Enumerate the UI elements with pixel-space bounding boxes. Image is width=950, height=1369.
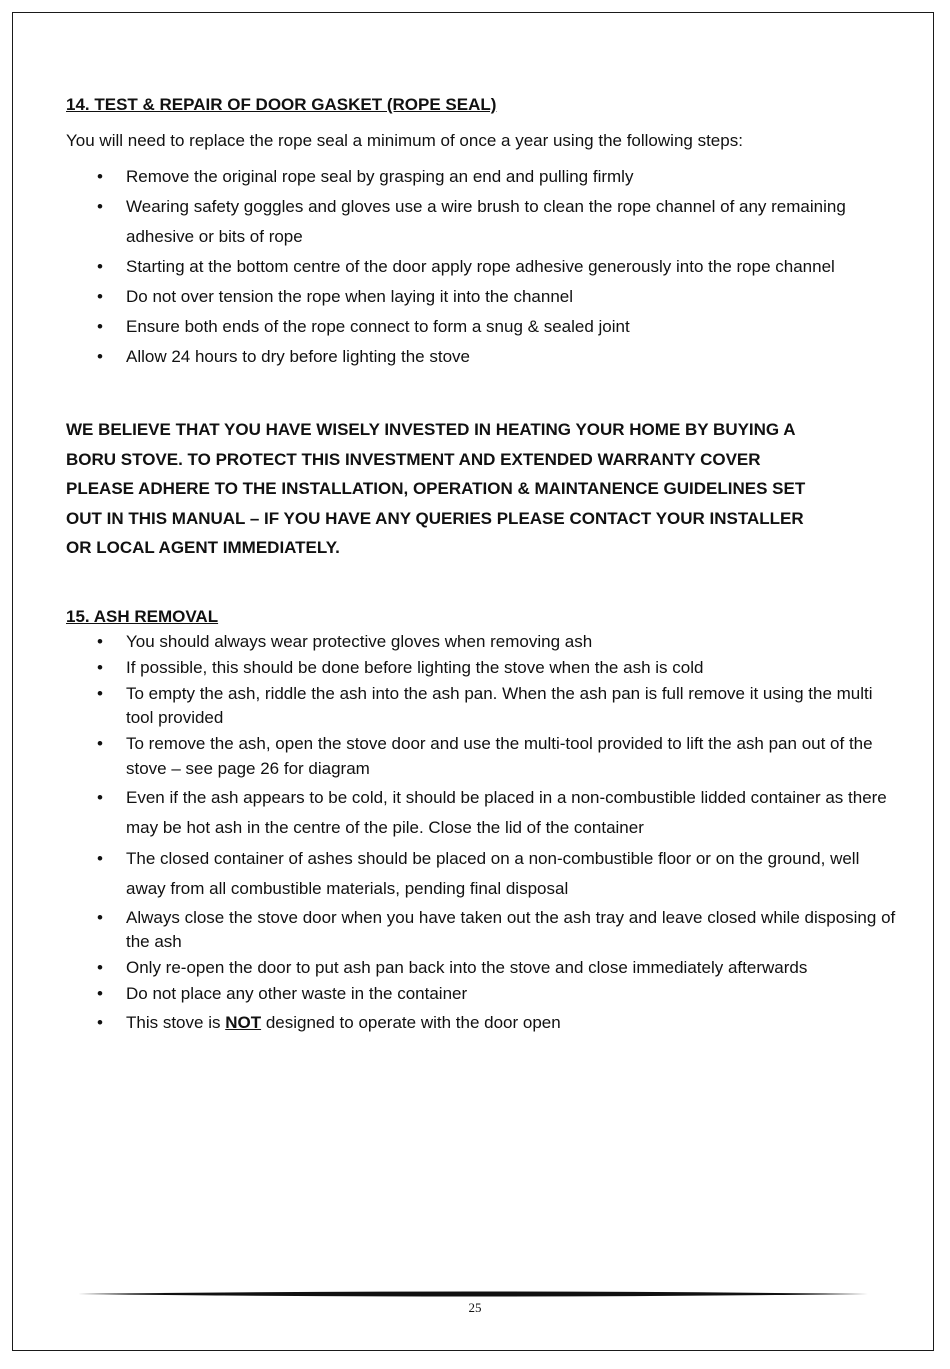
section-heading: 14. TEST & REPAIR OF DOOR GASKET (ROPE SEAL): [66, 95, 497, 114]
bullet-icon: •: [97, 734, 103, 753]
list-item-text: Even if the ash appears to be cold, it should be placed in a non-combustible lidded container as there may be hot ash in the centre of the pile. Close the lid of the container: [126, 787, 887, 837]
list-item: [66, 682, 896, 731]
list-item: [66, 252, 896, 282]
list-item-text: Do not over tension the rope when laying it into the channel: [126, 287, 574, 306]
bullet-icon: •: [97, 197, 103, 216]
bullet-icon: •: [97, 683, 103, 703]
list-item: [66, 342, 896, 372]
list-item-text: Wearing safety goggles and gloves use a wire brush to clean the rope channel of any remaining adhesive or bits of rope: [126, 197, 846, 246]
list-item: [66, 192, 896, 252]
list-item: [66, 732, 896, 781]
list-item-text-before: This stove is: [126, 1013, 226, 1032]
list-item: [66, 162, 896, 192]
bullet-icon: •: [97, 167, 103, 186]
list-item-text: Do not place any other waste in the container: [126, 984, 468, 1003]
list-item: [66, 1008, 896, 1038]
list-item-text: To remove the ash, open the stove door and use the multi-tool provided to lift the ash pan out of the stove – see page 26 for diagram: [126, 734, 873, 778]
section-intro: You will need to replace the rope seal a minimum of once a year using the following steps:: [66, 131, 743, 150]
list-item: [66, 630, 896, 655]
list-item-text: Remove the original rope seal by grasping an end and pulling firmly: [126, 167, 634, 186]
section-ash-removal: [66, 604, 896, 1039]
bullet-icon: •: [97, 787, 103, 807]
list-item-text: You should always wear protective gloves when removing ash: [126, 631, 593, 651]
footer-divider: [78, 1290, 868, 1298]
list-item-text: Only re-open the door to put ash pan back into the stove and close immediately afterwards: [126, 958, 808, 977]
page-number: 25: [468, 1300, 482, 1315]
list-item-text: Starting at the bottom centre of the door apply rope adhesive generously into the rope channel: [126, 257, 835, 276]
list-item-text: Always close the stove door when you have taken out the ash tray and leave closed while disposing of the ash: [126, 907, 896, 951]
list-item-text: Ensure both ends of the rope connect to form a snug & sealed joint: [126, 317, 630, 336]
document-body: [66, 90, 896, 1040]
list-item: [66, 844, 896, 904]
bullet-icon: •: [97, 657, 103, 677]
bullet-icon: •: [97, 317, 103, 336]
bullet-icon: •: [97, 631, 103, 651]
bullet-icon: •: [97, 287, 103, 306]
list-item: [66, 783, 896, 843]
bullet-icon: •: [97, 958, 103, 977]
list-item: [66, 982, 896, 1007]
list-item: [66, 282, 896, 312]
list-item: [66, 956, 896, 981]
list-item: [66, 312, 896, 342]
list-item-text: The closed container of ashes should be placed on a non-combustible floor or on the ground, well away from all combustible materials, pending final disposal: [126, 849, 860, 898]
list-item-text: To empty the ash, riddle the ash into the ash pan. When the ash pan is full remove it using the multi tool provided: [126, 683, 873, 727]
emphasis-not: NOT: [225, 1013, 262, 1032]
section-heading: 15. ASH REMOVAL: [66, 606, 219, 626]
ash-removal-steps: [66, 630, 896, 1039]
list-item: [66, 906, 896, 955]
bullet-icon: •: [97, 984, 103, 1003]
bullet-icon: •: [97, 1013, 103, 1032]
bullet-icon: •: [97, 257, 103, 276]
bullet-icon: •: [97, 347, 103, 366]
section-rope-seal: [66, 90, 896, 372]
bullet-icon: •: [97, 849, 103, 868]
list-item: [66, 656, 896, 681]
bullet-icon: •: [97, 907, 103, 927]
list-item-text-after: designed to operate with the door open: [261, 1013, 561, 1032]
warranty-notice: WE BELIEVE THAT YOU HAVE WISELY INVESTED IN HEATING YOUR HOME BY BUYING A BORU STOVE. TO PROTECT THIS INVESTMENT AND EXTENDED WARRANTY COVER PLEASE ADHERE TO THE INSTALLATION, OPERATION & MAINTANENCE GUIDELINES SET OUT IN THIS MANUAL – IF YOU HAVE ANY QUERIES PLEASE CONTACT YOUR INSTALLER OR LOCAL AGENT IMMEDIATELY.: [66, 420, 806, 557]
list-item-text: If possible, this should be done before lighting the stove when the ash is cold: [126, 657, 704, 677]
list-item-text: Allow 24 hours to dry before lighting the stove: [126, 347, 470, 366]
rope-seal-steps: [66, 162, 896, 372]
